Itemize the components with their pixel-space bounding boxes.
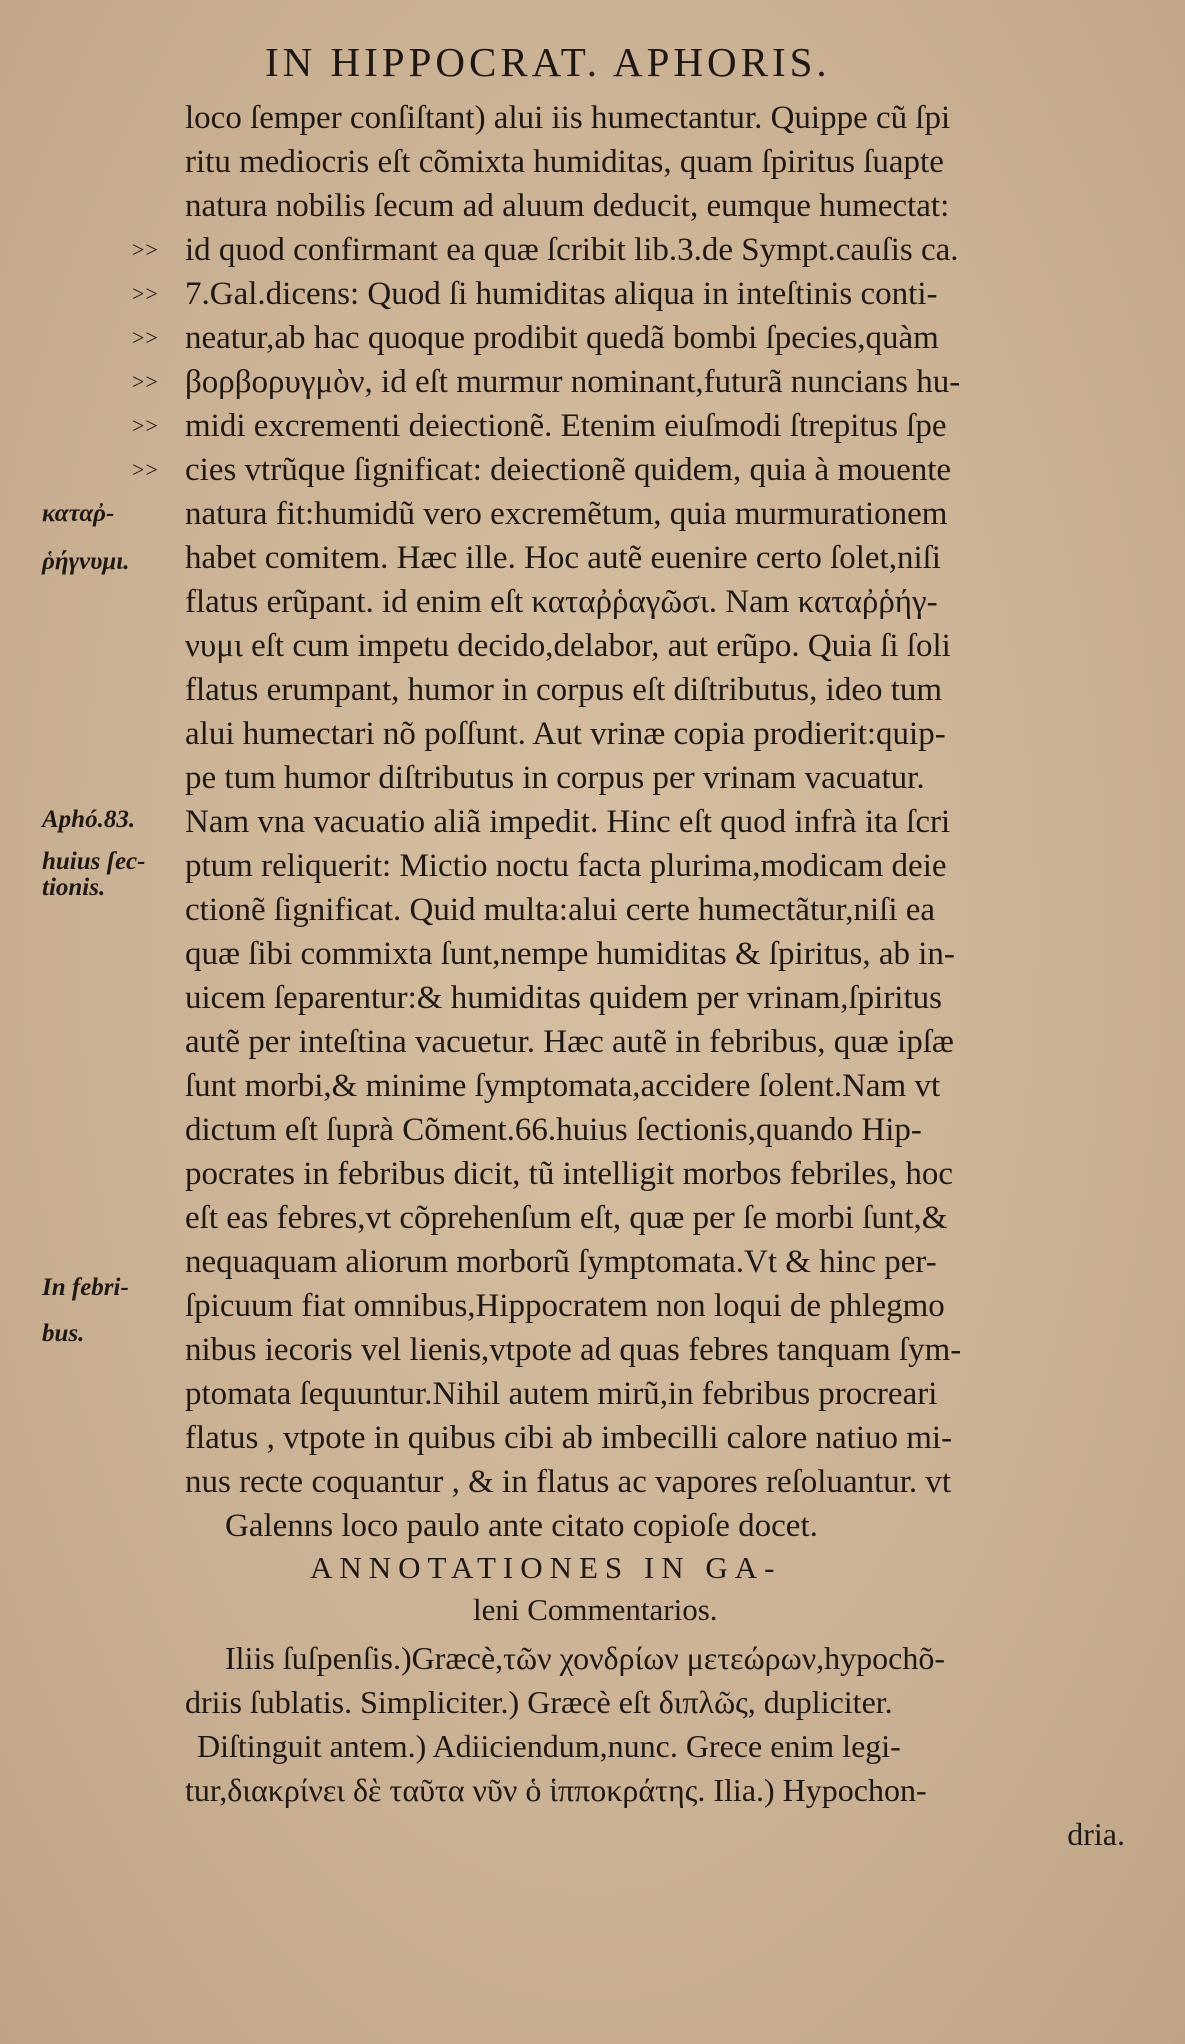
text-line: ctionẽ ſignificat. Quid multa:alui certe humectãtur,niſi ea: [185, 892, 936, 928]
text-line: quæ ſibi commixta ſunt,nempe humiditas & ſpiritus, ab in-: [185, 936, 955, 972]
text-line: loco ſemper conſiſtant) alui iis humectantur. Quippe cũ ſpi: [185, 100, 951, 136]
text-line: Galenns loco paulo ante citato copioſe docet.: [225, 1508, 818, 1544]
quote-mark: >>: [132, 281, 159, 306]
text-line: nus recte coquantur , & in flatus ac vapores reſoluantur. vt: [185, 1464, 952, 1500]
text-line: alui humectari nõ poſſunt. Aut vrinæ copia prodierit:quip-: [185, 716, 946, 752]
text-line: ſpicuum fiat omnibus,Hippocratem non loqui de phlegmo: [185, 1288, 945, 1324]
margin-note-greek: ῥήγνυμι.: [42, 548, 130, 575]
quote-mark: >>: [132, 369, 159, 394]
annotations: [185, 1636, 1135, 1856]
section-heading-subtitle: leni Commentarios.: [473, 1592, 718, 1627]
text-line: nibus iecoris vel lienis,vtpote ad quas febres tanquam ſym-: [185, 1332, 962, 1368]
quote-mark: >>: [132, 325, 159, 350]
quote-mark: >>: [132, 237, 159, 262]
text-line: 7.Gal.dicens: Quod ſi humiditas aliqua in inteſtinis conti-: [185, 276, 938, 312]
quote-mark: >>: [132, 457, 159, 482]
text-line: ptomata ſequuntur.Nihil autem mirũ,in febribus procreari: [185, 1376, 938, 1412]
text-line: eſt eas febres,vt cõprehenſum eſt, quæ per ſe morbi ſunt,&: [185, 1200, 948, 1236]
text-line: flatus , vtpote in quibus cibi ab imbecilli calore natiuo mi-: [185, 1420, 953, 1456]
margin-note-febribus: bus.: [42, 1320, 85, 1347]
margin-note-aphorism: tionis.: [42, 874, 106, 901]
text-line: neatur,ab hac quoque prodibit quedã bombi ſpecies,quàm: [185, 320, 939, 356]
text-line: pe tum humor diſtributus in corpus per vrinam vacuatur.: [185, 760, 925, 796]
text-line: midi excrementi deiectionẽ. Etenim eiuſmodi ſtrepitus ſpe: [185, 408, 947, 444]
text-line: dictum eſt ſuprà Cõment.66.huius ſectionis,quando Hip-: [185, 1112, 922, 1148]
text-line: ptum reliquerit: Mictio noctu facta plurima,modicam deie: [185, 848, 947, 884]
annotation-line: Iliis ſuſpenſis.)Græcè,τῶν χονδρίων μετεώρων,hypochõ-: [225, 1640, 946, 1676]
margin-note-greek: καταῤ-: [42, 500, 115, 527]
text-line: nequaquam aliorum morborũ ſymptomata.Vt & hinc per-: [185, 1244, 937, 1280]
annotation-line: dria.: [1067, 1816, 1125, 1852]
text-line: νυμι eſt cum impetu decido,delabor, aut erũpo. Quia ſi ſoli: [185, 628, 951, 664]
running-head: IN HIPPOCRAT. APHORIS.: [265, 39, 831, 85]
text-line: ſunt morbi,& minime ſymptomata,accidere ſolent.Nam vt: [185, 1068, 941, 1104]
text-line: ritu mediocris eſt cõmixta humiditas, quam ſpiritus ſuapte: [185, 144, 944, 180]
text-line: flatus erumpant, humor in corpus eſt diſtributus, ideo tum: [185, 672, 943, 708]
annotation-line: driis ſublatis. Simpliciter.) Græcè eſt διπλῶς, dupliciter.: [185, 1684, 893, 1720]
annotation-line: tur,διακρίνει δὲ ταῦτα νῦν ὁ ἱπποκράτης. Ilia.) Hypochon-: [185, 1772, 927, 1808]
text-line: Nam vna vacuatio aliã impedit. Hinc eſt quod infrà ita ſcri: [185, 804, 951, 840]
text-line: natura fit:humidũ vero excremẽtum, quia murmurationem: [185, 496, 948, 532]
margin-note-febribus: In febri-: [42, 1274, 129, 1301]
text-line: autẽ per inteſtina vacuetur. Hæc autẽ in febribus, quæ ipſæ: [185, 1024, 954, 1060]
text-line: habet comitem. Hæc ille. Hoc autẽ euenire certo ſolet,niſi: [185, 540, 941, 576]
annotation-line: Diſtinguit antem.) Adiiciendum,nunc. Grece enim legi-: [197, 1728, 901, 1764]
text-line: flatus erũpant. id enim eſt καταῤῥαγῶσι. Nam καταῤῥήγ-: [185, 584, 938, 620]
text-line: βορβορυγμὸν, id eſt murmur nominant,futurã nuncians hu-: [185, 364, 961, 400]
margin-note-aphorism: huius ſec-: [42, 848, 146, 875]
text-line: natura nobilis ſecum ad aluum deducit, eumque humectat:: [185, 188, 950, 224]
section-heading: ANNOTATIONES IN GA-: [310, 1550, 782, 1585]
quote-mark: >>: [132, 413, 159, 438]
text-line: cies vtrũque ſignificat: deiectionẽ quidem, quia à mouente: [185, 452, 952, 488]
text-line: uicem ſeparentur:& humiditas quidem per vrinam,ſpiritus: [185, 980, 942, 1016]
text-line: id quod confirmant ea quæ ſcribit lib.3.de Sympt.cauſis ca.: [185, 232, 959, 268]
margin-note-aphorism: Aphó.83.: [42, 806, 136, 833]
text-line: pocrates in febribus dicit, tũ intelligit morbos febriles, hoc: [185, 1156, 953, 1192]
main-text: [185, 96, 1135, 1548]
